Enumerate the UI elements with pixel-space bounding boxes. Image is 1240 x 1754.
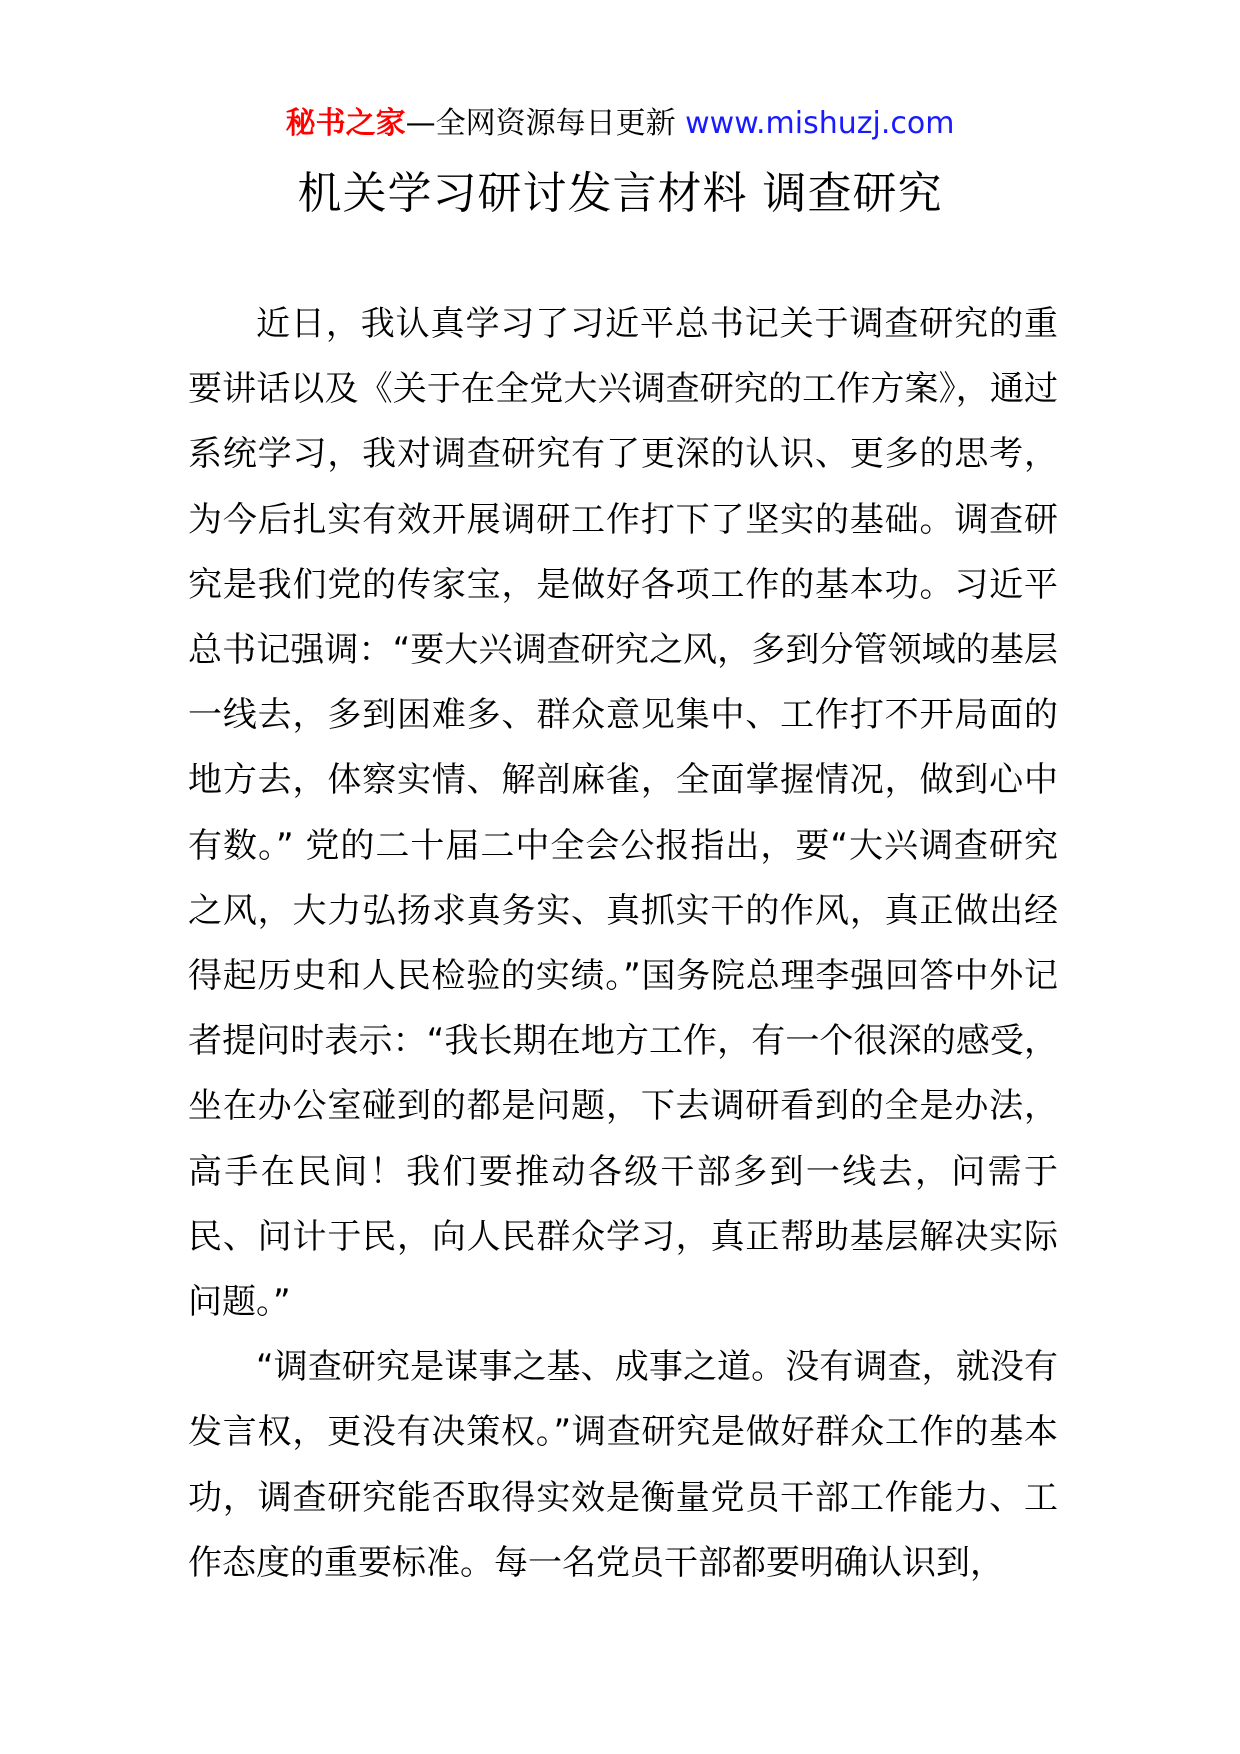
header-tagline: —全网资源每日更新 [405, 106, 676, 141]
document-title: 机关学习研讨发言材料 调查研究 [297, 168, 943, 219]
document-body [188, 292, 1058, 1596]
paragraph: “调查研究是谋事之基、成事之道。没有调查，就没有发言权，更没有决策权。”调查研究是做好群众工作的基本功，调查研究能否取得实效是衡量党员干部工作能力、工作态度的重要标准。每一名党员干部都要明确认识到， [188, 1347, 1058, 1583]
brand-name: 秘书之家 [285, 106, 406, 141]
site-header [0, 104, 1240, 144]
paragraph: 近日，我认真学习了习近平总书记关于调查研究的重要讲话以及《关于在全党大兴调查研究的工作方案》，通过系统学习，我对调查研究有了更深的认识、更多的思考，为今后扎实有效开展调研工作打下了坚实的基础。调查研究是我们党的传家宝，是做好各项工作的基本功。习近平总书记强调：“要大兴调查研究之风，多到分管领域的基层一线去，多到困难多、群众意见集中、工作打不开局面的地方去，体察实情、解剖麻雀，全面掌握情况，做到心中有数。” 党的二十届二中全会公报指出，要“大兴调查研究之风，大力弘扬求真务实、真抓实干的作风，真正做出经得起历史和人民检验的实绩。”国务院总理李强回答中外记者提问时表示：“我长期在地方工作，有一个很深的感受，坐在办公室碰到的都是问题，下去调研看到的全是办法，高手在民间！我们要推动各级干部多到一线去，问需于民、问计于民，向人民群众学习，真正帮助基层解决实际问题。” [188, 304, 1058, 1323]
site-url: www.mishuzj.com [685, 106, 955, 141]
